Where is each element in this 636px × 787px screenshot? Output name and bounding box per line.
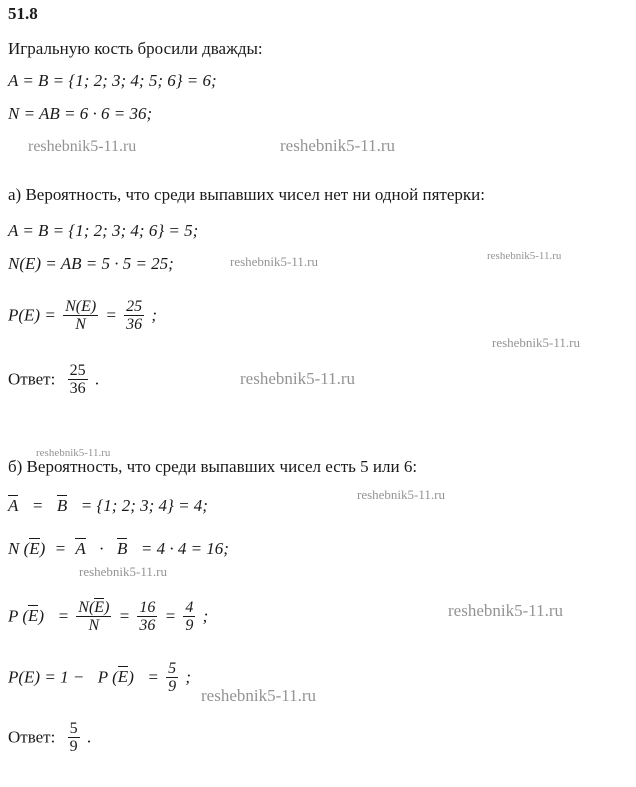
fraction-denominator: 9 — [168, 678, 177, 696]
overline-e: E — [28, 606, 39, 626]
watermark: reshebnik5-11.ru — [36, 447, 111, 459]
part-b-statement — [8, 458, 417, 477]
equals-sign: = — [54, 539, 67, 558]
fraction-numerator: 5 — [168, 660, 177, 677]
equals-sign: = — [105, 305, 117, 325]
equals-sign: = — [164, 606, 177, 626]
total-outcomes-line — [8, 105, 152, 124]
fraction-ne-over-n — [63, 298, 98, 334]
part-b-answer-line — [8, 720, 91, 756]
fraction-answer-b — [68, 720, 80, 756]
part-a-probability-line — [8, 298, 157, 334]
watermark: reshebnik5-11.ru — [230, 254, 318, 269]
n-symbol: N — [8, 539, 20, 558]
overline-e: E — [94, 599, 105, 616]
answer-label: Ответ: — [8, 727, 56, 747]
fraction-numerator: 25 — [126, 298, 143, 315]
part-a-statement — [8, 186, 485, 205]
part-b-statement-text: б) Вероятность, что среди выпавших чисел есть 5 или 6: — [8, 457, 418, 476]
total-outcomes-text: N = AB = 6 · 6 = 36; — [8, 104, 153, 123]
fraction-numerator: N(E) — [65, 298, 97, 315]
equals-sign: = — [147, 667, 159, 687]
part-a-favorable-text: N(E) = AB = 5 · 5 = 25; — [8, 254, 174, 273]
part-a-answer-line — [8, 362, 99, 398]
equals-sign: = — [118, 606, 131, 626]
watermark: reshebnik5-11.ru — [492, 335, 580, 350]
part-a-set-text: A = B = {1; 2; 3; 4; 6} = 5; — [8, 221, 199, 240]
set-ab-line — [8, 72, 217, 91]
fraction-4-over-9 — [183, 599, 195, 635]
multiplication-dot: · — [99, 539, 104, 558]
overline-e: E — [117, 667, 129, 687]
watermark: reshebnik5-11.ru — [357, 487, 445, 502]
fraction-denominator: N — [63, 315, 98, 333]
intro-text — [8, 40, 263, 59]
part-a-set-line — [8, 222, 198, 241]
part-b-set-line — [8, 495, 208, 516]
fraction-5-over-9 — [166, 660, 178, 696]
semicolon: ; — [202, 606, 209, 626]
p-symbol: P — [8, 606, 19, 626]
fraction-denominator: 9 — [185, 617, 194, 635]
watermark: reshebnik5-11.ru — [448, 601, 564, 620]
overline-b: B — [56, 496, 68, 515]
fraction-answer-a — [68, 362, 88, 398]
fraction-numerator: 5 — [69, 720, 78, 737]
fraction-ne-bar-over-n — [76, 598, 111, 635]
semicolon: ; — [185, 667, 192, 687]
period: . — [86, 727, 92, 747]
watermark: reshebnik5-11.ru — [280, 136, 396, 155]
semicolon: ; — [151, 305, 158, 325]
part-b-favorable-line — [8, 538, 229, 559]
watermark: reshebnik5-11.ru — [487, 250, 562, 262]
intro-label: Игральную кость бросили дважды: — [8, 39, 263, 58]
fraction-25-over-36 — [124, 298, 144, 334]
exercise-number — [8, 5, 38, 24]
watermark: reshebnik5-11.ru — [240, 369, 356, 388]
p-symbol: P — [97, 667, 108, 687]
fraction-numerator: N(E) — [78, 599, 110, 616]
part-b-final-lead: P(E) = 1 − — [8, 667, 85, 687]
part-a-probability-lead: P(E) = — [8, 305, 56, 325]
part-b-set-rest: = {1; 2; 3; 4} = 4; — [80, 496, 208, 515]
equals-sign: = — [31, 496, 44, 515]
equals-sign: = — [57, 606, 70, 626]
paren-open: ( — [22, 606, 28, 626]
part-a-favorable-line — [8, 255, 174, 274]
fraction-numerator: 16 — [139, 599, 156, 616]
fraction-denominator: 9 — [69, 738, 78, 756]
period: . — [94, 369, 100, 389]
fraction-denominator: 36 — [139, 617, 156, 635]
part-b-probability-line — [8, 598, 208, 635]
paren-close: ) — [38, 606, 45, 626]
paren-open: ( — [112, 667, 118, 687]
part-a-statement-text: а) Вероятность, что среди выпавших чисел нет ни одной пятерки: — [8, 185, 485, 204]
watermark: reshebnik5-11.ru — [201, 686, 317, 705]
n-symbol: N — [78, 599, 89, 616]
fraction-denominator: N — [76, 616, 111, 634]
set-ab-text: A = B = {1; 2; 3; 4; 5; 6} = 6; — [8, 71, 217, 90]
watermark: reshebnik5-11.ru — [79, 564, 167, 579]
fraction-numerator: 25 — [69, 362, 86, 379]
fraction-16-over-36 — [137, 599, 157, 635]
paren-close: ) — [39, 539, 46, 558]
part-b-final-line — [8, 660, 191, 696]
fraction-denominator: 36 — [126, 316, 143, 334]
paren-close: ) — [128, 667, 134, 687]
exercise-number-text: 51.8 — [8, 4, 38, 23]
paren-open: ( — [23, 539, 30, 558]
fraction-numerator: 4 — [185, 599, 194, 616]
overline-b: B — [116, 539, 128, 558]
answer-label: Ответ: — [8, 369, 56, 389]
overline-e: E — [29, 539, 40, 558]
part-b-favorable-tail: = 4 · 4 = 16; — [140, 539, 229, 558]
fraction-denominator: 36 — [69, 380, 86, 398]
overline-a: A — [8, 496, 19, 515]
overline-a: A — [75, 539, 86, 558]
watermark: reshebnik5-11.ru — [28, 138, 137, 155]
